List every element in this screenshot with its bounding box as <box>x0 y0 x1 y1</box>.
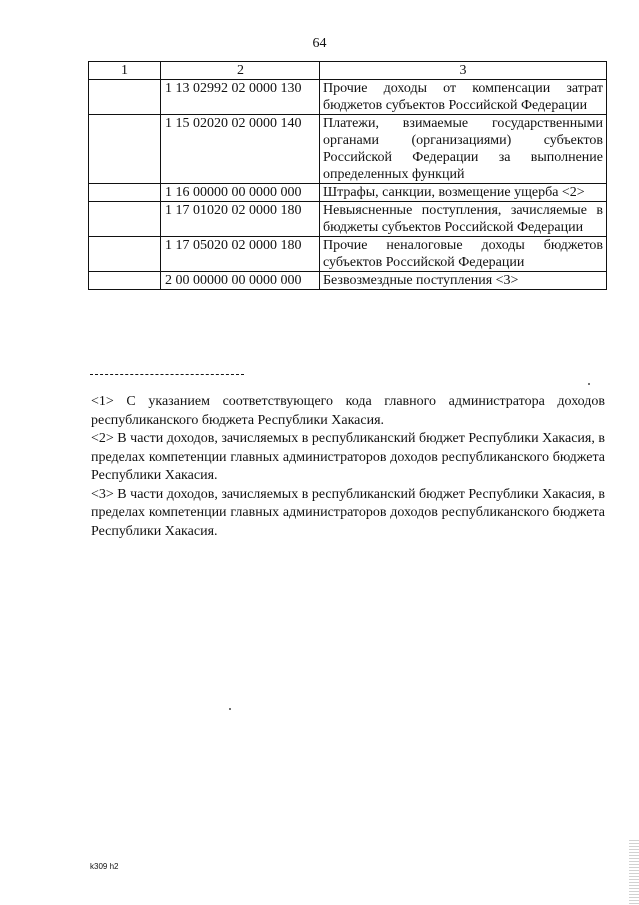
page-number: 64 <box>312 36 327 51</box>
footnote-1: <1> С указанием соответствующего кода главного администратора доходов республиканского бюджета Республики Хакасия. <box>91 394 605 428</box>
table-cell-col1 <box>89 272 161 290</box>
table-row <box>89 115 607 184</box>
table-cell-col1 <box>89 202 161 237</box>
table-cell-col1 <box>89 184 161 202</box>
table-row <box>89 184 607 202</box>
footnote-separator <box>90 374 244 375</box>
table-cell-code: 1 16 00000 00 0000 000 <box>161 184 320 202</box>
table-row <box>89 202 607 237</box>
table-cell-code: 1 13 02992 02 0000 130 <box>161 80 320 115</box>
table-cell-description: Штрафы, санкции, возмещение ущерба <2> <box>320 184 607 202</box>
table-header-cell: 3 <box>320 62 607 80</box>
table-cell-code: 1 15 02020 02 0000 140 <box>161 115 320 184</box>
revenue-codes-table <box>88 61 607 290</box>
table-cell-col1 <box>89 237 161 272</box>
table-cell-code: 1 17 05020 02 0000 180 <box>161 237 320 272</box>
table-cell-col1 <box>89 80 161 115</box>
footnote-2: <2> В части доходов, зачисляемых в республиканский бюджет Республики Хакасия, в пределах компетенции главных администраторов доходов республиканского бюджета Республики Хакасия. <box>91 431 605 483</box>
footnote-3: <3> В части доходов, зачисляемых в республиканский бюджет Республики Хакасия, в пределах компетенции главных администраторов доходов республиканского бюджета Республики Хакасия. <box>91 486 605 539</box>
table-header-cell: 1 <box>89 62 161 80</box>
table-header-row <box>89 62 607 80</box>
table-row <box>89 237 607 272</box>
scan-speck <box>229 708 231 710</box>
table-cell-description: Платежи, взимаемые государственными органами (организациями) субъектов Российской Федерации за выполнение определенных функций <box>320 115 607 184</box>
table-cell-description: Прочие доходы от компенсации затрат бюджетов субъектов Российской Федерации <box>320 80 607 115</box>
table-cell-col1 <box>89 115 161 184</box>
table-cell-code: 1 17 01020 02 0000 180 <box>161 202 320 237</box>
table-cell-description: Безвозмездные поступления <3> <box>320 272 607 290</box>
table-cell-code: 2 00 00000 00 0000 000 <box>161 272 320 290</box>
table-cell-description: Невыясненные поступления, зачисляемые в бюджеты субъектов Российской Федерации <box>320 202 607 237</box>
table-header-cell: 2 <box>161 62 320 80</box>
table-row <box>89 272 607 290</box>
scan-speck <box>588 383 590 385</box>
table-cell-description: Прочие неналоговые доходы бюджетов субъектов Российской Федерации <box>320 237 607 272</box>
table-row <box>89 80 607 115</box>
footnotes <box>91 393 605 541</box>
scan-edge-noise <box>629 840 639 905</box>
footer-code: k309 h2 <box>90 862 119 871</box>
